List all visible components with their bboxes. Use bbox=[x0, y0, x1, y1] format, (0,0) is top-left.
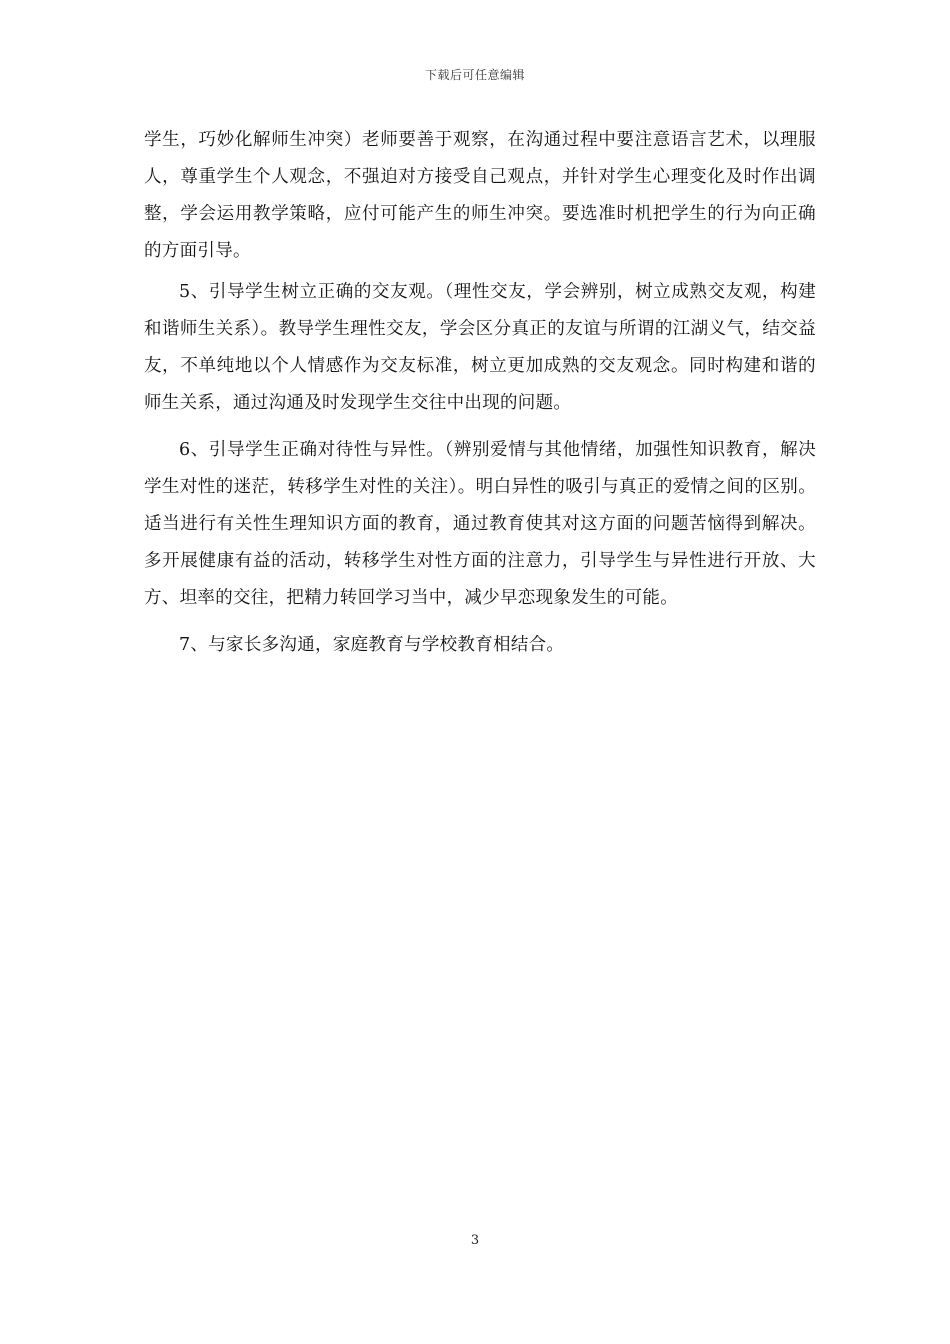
paragraph-continued: 学生，巧妙化解师生冲突）老师要善于观察，在沟通过程中要注意语言艺术，以理服人，尊重学生个人观念，不强迫对方接受自己观点，并针对学生心理变化及时作出调整，学会运用教学策略，应付可能产生的师生冲突。要选准时机把学生的行为向正确的方面引导。 bbox=[144, 130, 816, 261]
paragraph-item-5: 5、引导学生树立正确的交友观。（理性交友，学会辨别，树立成熟交友观，构建和谐师生关系）。教导学生理性交友，学会区分真正的友谊与所谓的江湖义气，结交益友，不单纯地以个人情感作为交友标准，树立更加成熟的交友观念。同时构建和谐的师生关系，通过沟通及时发现学生交往中出现的问题。 bbox=[144, 282, 816, 413]
page-header: 下载后可任意编辑 bbox=[424, 68, 525, 82]
document-body bbox=[144, 122, 816, 674]
page-number: 3 bbox=[470, 1233, 480, 1248]
paragraph-item-6: 6、引导学生正确对待性与异性。（辨别爱情与其他情绪，加强性知识教育，解决学生对性的迷茫，转移学生对性的关注）。明白异性的吸引与真正的爱情之间的区别。适当进行有关性生理知识方面的教育，通过教育使其对这方面的问题苦恼得到解决。多开展健康有益的活动，转移学生对性方面的注意力，引导学生与异性进行开放、大方、坦率的交往，把精力转回学习当中，减少早恋现象发生的可能。 bbox=[144, 440, 816, 608]
paragraph-item-7: 7、与家长多沟通，家庭教育与学校教育相结合。 bbox=[179, 635, 565, 655]
